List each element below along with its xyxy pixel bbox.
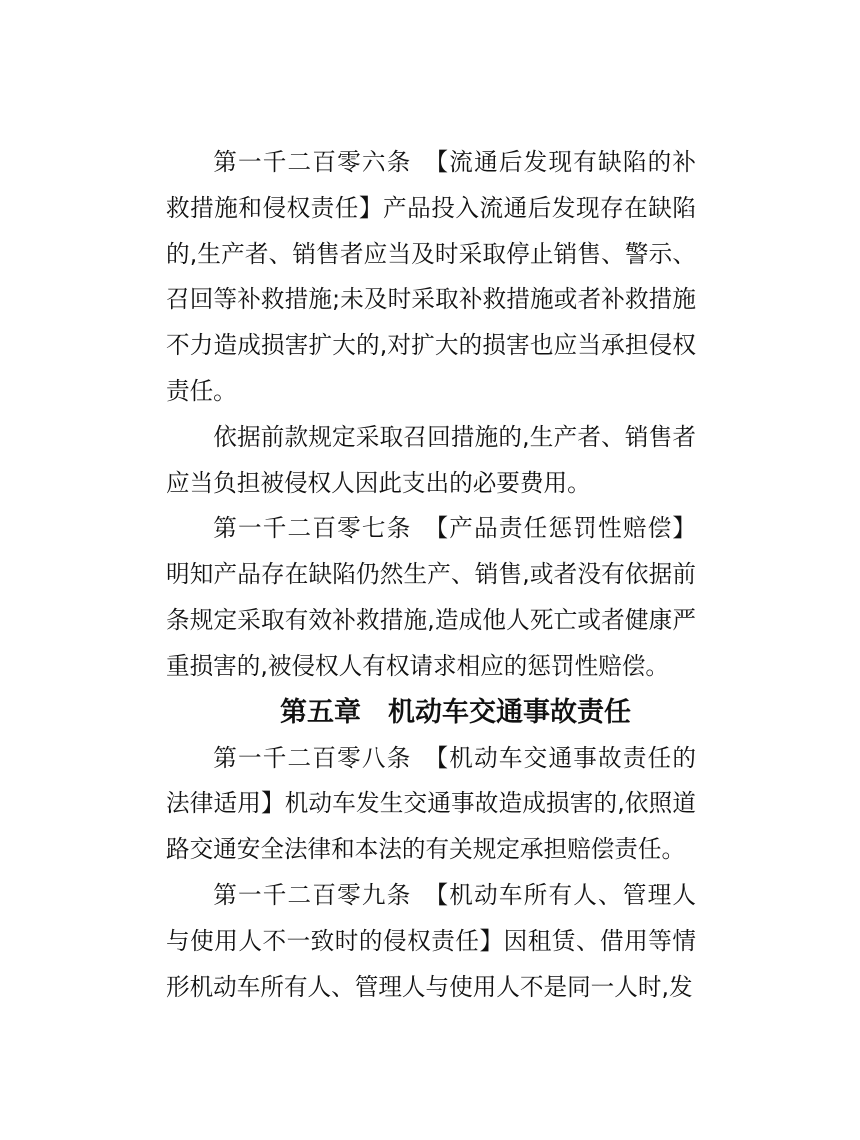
article-1206-second-paragraph: 依据前款规定采取召回措施的,生产者、销售者应当负担被侵权人因此支出的必要费用。 xyxy=(166,422,696,497)
chapter-heading: 第五章 机动车交通事故责任 xyxy=(280,696,631,728)
article-1207-paragraph: 第一千二百零七条 【产品责任惩罚性赔偿】明知产品存在缺陷仍然生产、销售,或者没有依据前条规定采取有效补救措施,造成他人死亡或者健康严重损害的,被侵权人有权请求相应的惩罚性赔偿。 xyxy=(166,514,696,680)
article-1209-paragraph: 第一千二百零九条 【机动车所有人、管理人与使用人不一致时的侵权责任】因租赁、借用等情形机动车所有人、管理人与使用人不是同一人时,发 xyxy=(166,880,696,1001)
article-1208-paragraph: 第一千二百零八条 【机动车交通事故责任的法律适用】机动车发生交通事故造成损害的,依照道路交通安全法律和本法的有关规定承担赔偿责任。 xyxy=(166,743,696,864)
article-1206-paragraph: 第一千二百零六条 【流通后发现有缺陷的补救措施和侵权责任】产品投入流通后发现存在缺陷的,生产者、销售者应当及时采取停止销售、警示、召回等补救措施;未及时采取补救措施或者补救措施不力造成损害扩大的,对扩大的损害也应当承担侵权责任。 xyxy=(166,148,696,405)
document-page xyxy=(166,140,696,1010)
